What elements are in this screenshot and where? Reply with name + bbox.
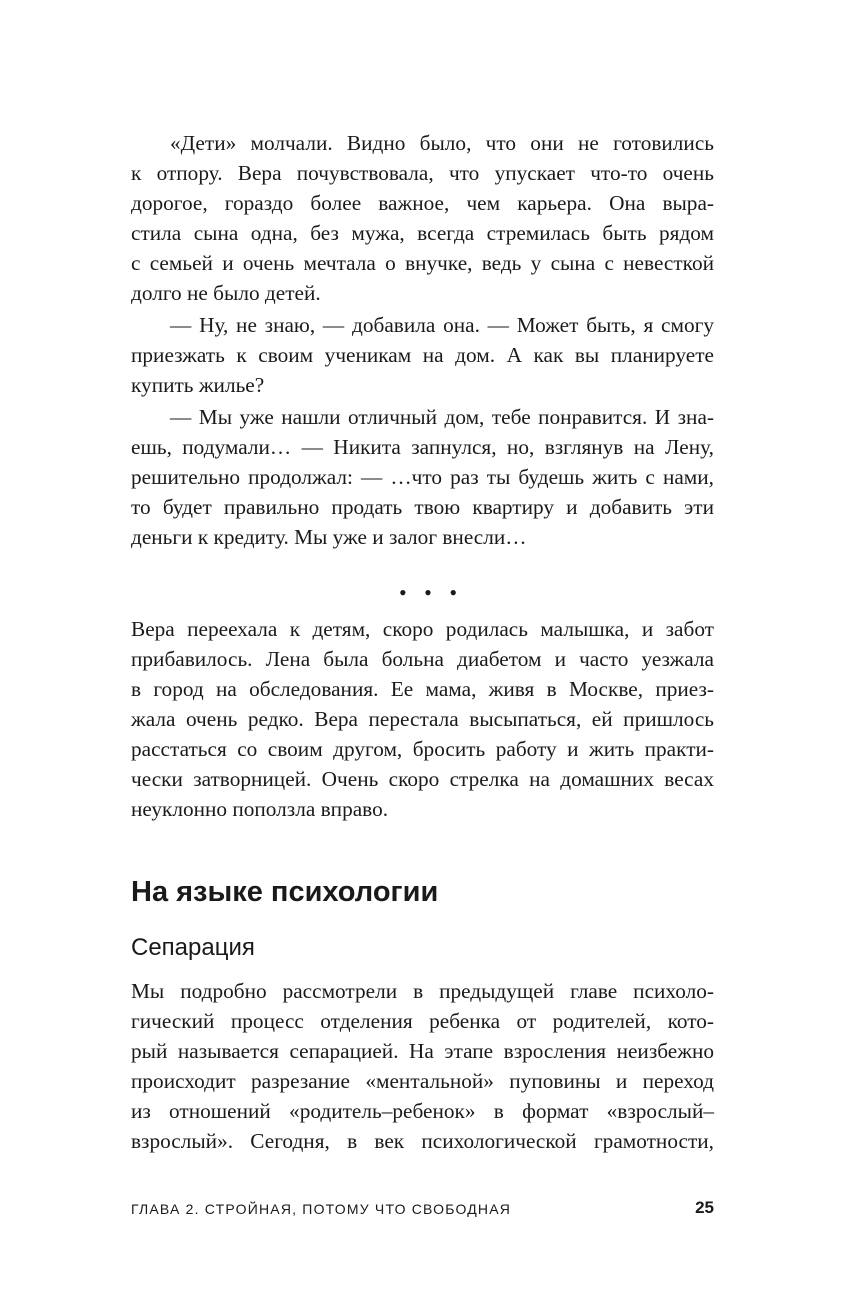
text-line: с семьей и очень мечтала о внучке, ведь у сына с невесткой [131,251,714,275]
text-line: «Дети» молчали. Видно было, что они не готовились [170,131,714,155]
text-line: жала очень редко. Вера перестала высыпаться, ей пришлось [131,707,714,731]
text-line: ешь, подумали… — Никита запнулся, но, взглянув на Лену, [131,435,714,459]
text-line: рый называется сепарацией. На этапе взросления неизбежно [131,1039,714,1063]
running-footer-chapter: ГЛАВА 2. СТРОЙНАЯ, ПОТОМУ ЧТО СВОБОДНАЯ [131,1201,512,1217]
text-line: чески затворницей. Очень скоро стрелка на домашних весах [131,767,714,791]
text-line: к отпору. Вера почувствовала, что упускает что-то очень [131,161,714,185]
subsection-heading: Сепарация [131,934,255,961]
text-line: — Мы уже нашли отличный дом, тебе понравится. И зна- [170,405,714,429]
text-line: из отношений «родитель–ребенок» в формат «взрослый– [131,1099,714,1123]
text-line: стила сына одна, без мужа, всегда стремилась быть рядом [131,221,714,245]
text-line: — Ну, не знаю, — добавила она. — Может быть, я смогу [170,313,714,337]
section-break: • • • [398,580,464,605]
text-line: неуклонно поползла вправо. [131,797,389,821]
text-line: Мы подробно рассмотрели в предыдущей главе психоло- [131,979,714,1003]
text-line: купить жилье? [131,373,265,397]
text-line: то будет правильно продать твою квартиру и добавить эти [131,495,714,519]
text-line: решительно продолжал: — …что раз ты будешь жить с нами, [131,465,714,489]
text-line: в город на обследования. Ее мама, живя в Москве, приез- [131,677,714,701]
section-heading: На языке психологии [131,876,439,908]
text-line: расстаться со своим другом, бросить работу и жить практи- [131,737,714,761]
text-line: происходит разрезание «ментальной» пуповины и переход [131,1069,714,1093]
text-line: Вера переехала к детям, скоро родилась малышка, и забот [131,617,714,641]
text-line: гический процесс отделения ребенка от родителей, кото- [131,1009,714,1033]
text-line: дорогое, гораздо более важное, чем карьера. Она выра- [131,191,714,215]
text-line: взрослый». Сегодня, в век психологической грамотности, [131,1129,714,1153]
text-line: прибавилось. Лена была больна диабетом и часто уезжала [131,647,714,671]
text-line: долго не было детей. [131,281,321,305]
page-number: 25 [695,1198,714,1217]
text-line: приезжать к своим ученикам на дом. А как вы планируете [131,343,714,367]
text-line: деньги к кредиту. Мы уже и залог внесли… [131,525,527,549]
